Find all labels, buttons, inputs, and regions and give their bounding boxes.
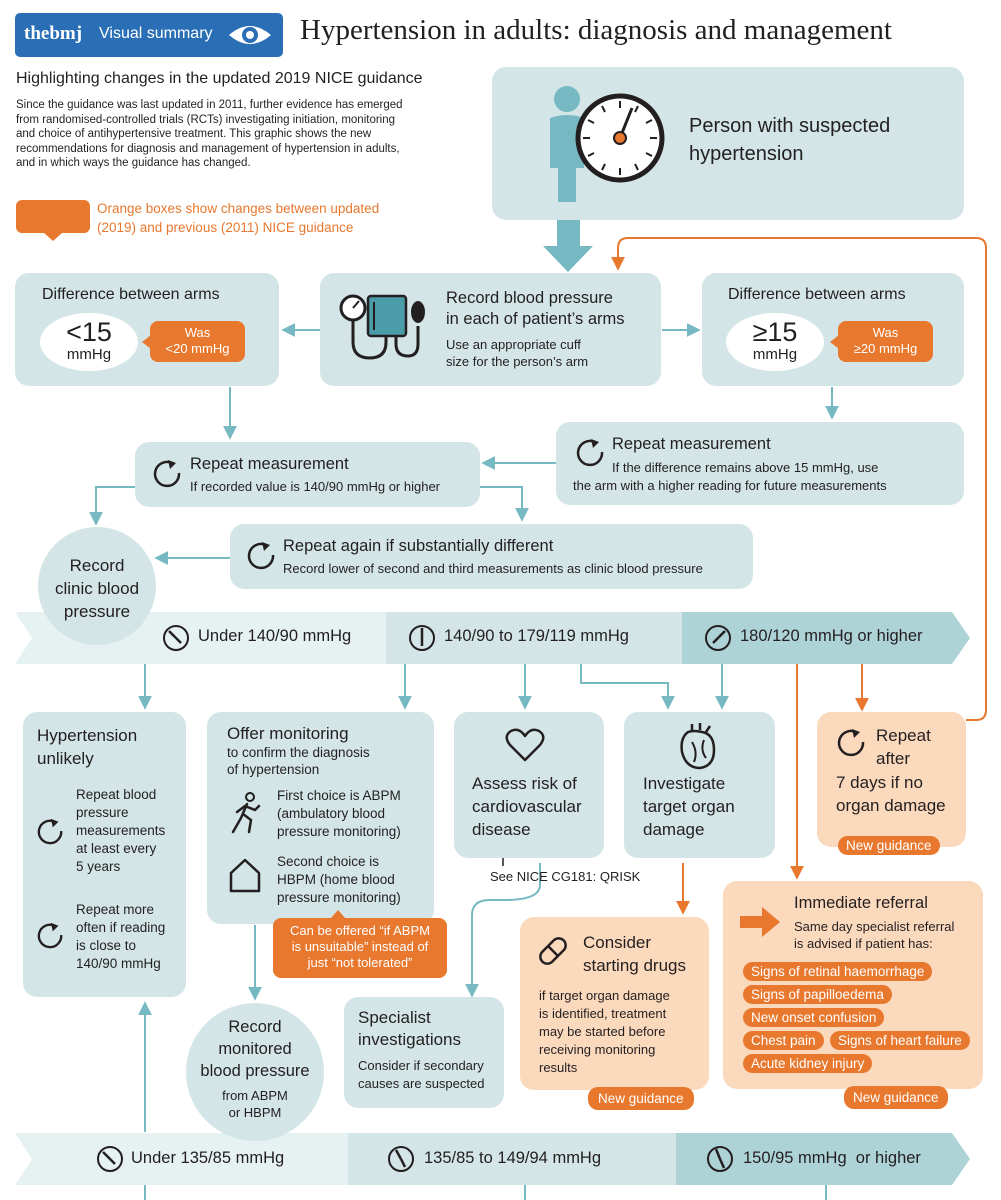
- repeat-icon: [152, 459, 182, 489]
- repeat-left-sub: If recorded value is 140/90 mmHg or higher: [190, 479, 441, 494]
- repeat7-line-4: organ damage: [836, 796, 946, 815]
- repeat7-line-2: after: [876, 749, 911, 768]
- record-bp-title: Record blood pressure in each of patient’s arms: [446, 289, 625, 328]
- band1-high: 180/120 mmHg or higher: [740, 627, 923, 645]
- person-label: Person with suspected hypertension: [689, 115, 891, 165]
- monitoring-sub: to confirm the diagnosis of hypertension: [227, 745, 370, 777]
- gauge-mid-icon: [387, 1145, 415, 1173]
- pill-capsule-icon: [534, 932, 572, 970]
- sign-heart-failure: Signs of heart failure: [830, 1031, 970, 1050]
- new-guidance-tag: New guidance: [588, 1087, 694, 1110]
- bp-cuff-icon: [336, 290, 428, 362]
- cvd-label: Assess risk of cardiovascular disease: [472, 774, 582, 839]
- specialist-sub: Consider if secondary causes are suspected: [358, 1058, 485, 1091]
- gauge-low-icon: [96, 1145, 124, 1173]
- referral-title: Immediate referral: [794, 894, 928, 912]
- gauge-high-icon: [704, 624, 732, 652]
- sign-new-onset-confusion: New onset confusion: [743, 1008, 884, 1027]
- heart-icon: [505, 727, 545, 763]
- band1-mid: 140/90 to 179/119 mmHg: [444, 627, 629, 645]
- repeat-icon: [36, 922, 64, 950]
- page-title: Hypertension in adults: diagnosis and management: [300, 14, 892, 46]
- diff-right-oval: [726, 313, 824, 371]
- repeat-left-title: Repeat measurement: [190, 455, 349, 473]
- legend-text: Orange boxes show changes between updated (2019) and previous (2011) NICE guidance: [97, 201, 380, 235]
- referral-sub: Same day specialist referral is advised if patient has:: [794, 919, 955, 951]
- organ-label: Investigate target organ damage: [643, 774, 735, 839]
- band2-mid: 135/85 to 149/94 mmHg: [424, 1149, 602, 1167]
- unlikely-item-2: Repeat more often if reading is close to 140/90 mmHg: [76, 902, 166, 971]
- band1-under: Under 140/90 mmHg: [198, 627, 352, 645]
- diff-right-badge-pointer: [830, 335, 839, 349]
- monitored-bp-circle: Record monitored blood pressure from ABPM or HBPM: [186, 1003, 324, 1141]
- cvd-see-reference: See NICE CG181: QRISK: [490, 869, 641, 884]
- band2-high: 150/95 mmHg or higher: [743, 1149, 921, 1167]
- repeat-left-box: [135, 442, 480, 507]
- monitoring-second-choice: Second choice is HBPM (home blood pressure monitoring): [277, 854, 401, 905]
- heart-organ-icon: [678, 722, 718, 770]
- unlikely-title: Hypertension unlikely: [37, 726, 138, 768]
- unlikely-item-1: Repeat blood pressure measurements at least every 5 years: [76, 787, 166, 874]
- sign-chest-pain: Chest pain: [743, 1031, 824, 1050]
- sign-retinal-haemorrhage: Signs of retinal haemorrhage: [743, 962, 932, 981]
- record-bp-sub: Use an appropriate cuff size for the person’s arm: [446, 337, 589, 369]
- repeat-icon: [246, 541, 276, 571]
- repeat7-line-3: 7 days if no: [836, 773, 923, 792]
- new-guidance-tag: New guidance: [844, 1086, 948, 1109]
- diff-left-badge-pointer: [142, 335, 151, 349]
- diff-right-value: ≥15: [752, 317, 798, 347]
- repeat-icon: [575, 438, 605, 468]
- diff-right-title: Difference between arms: [728, 286, 906, 303]
- monitoring-title: Offer monitoring: [227, 724, 349, 743]
- walking-person-icon: [229, 792, 263, 834]
- diff-right-unit: mmHg: [752, 346, 798, 363]
- monitoring-badge-pointer: [330, 910, 346, 919]
- repeat-again-title: Repeat again if substantially different: [283, 537, 554, 555]
- intro-subtitle: Highlighting changes in the updated 2019 NICE guidance: [16, 70, 423, 87]
- diff-left-oval: [40, 313, 138, 371]
- drugs-title: Consider starting drugs: [583, 933, 686, 975]
- diff-left-value: <15: [66, 317, 112, 347]
- sign-papilloedema: Signs of papilloedema: [743, 985, 892, 1004]
- specialist-title: Specialist investigations: [358, 1008, 462, 1049]
- gauge-mid-icon: [408, 624, 436, 652]
- monitoring-first-choice: First choice is ABPM (ambulatory blood pressure monitoring): [277, 788, 401, 839]
- repeat-again-box: [230, 524, 753, 589]
- clinic-bp-circle: Record clinic blood pressure: [38, 527, 156, 645]
- repeat7-line-1: Repeat: [876, 726, 931, 745]
- new-guidance-tag: New guidance: [838, 836, 940, 855]
- monitoring-change-badge: Can be offered “if ABPM is unsuitable” instead of just “not tolerated”: [273, 918, 447, 978]
- visual-summary-label: Visual summary: [99, 25, 213, 42]
- diff-right-was-badge: Was ≥20 mmHg: [838, 321, 933, 362]
- repeat-right-sub-1: If the difference remains above 15 mmHg, use: [612, 460, 879, 475]
- diff-left-title: Difference between arms: [42, 286, 220, 303]
- arrow-right-icon: [740, 907, 780, 937]
- repeat-right-title: Repeat measurement: [612, 435, 771, 453]
- diff-left-was-badge: Was <20 mmHg: [150, 321, 245, 362]
- repeat-icon: [36, 818, 64, 846]
- gauge-high-icon: [706, 1145, 734, 1173]
- repeat-icon: [836, 728, 866, 758]
- sign-acute-kidney-injury: Acute kidney injury: [743, 1054, 872, 1073]
- drugs-body: if target organ damage is identified, treatment may be started before receiving monitoring results: [539, 988, 670, 1075]
- diff-left-unit: mmHg: [66, 346, 112, 363]
- intro-text: Since the guidance was last updated in 2011, further evidence has emerged from randomised-controlled trials (RCTs) investigating initiation, monitoring and choice of antihypertensive treatment. This graphic shows the new recommendations for diagnosis and management of hypertension in adults, and in which ways the guidance has changed.: [16, 99, 403, 169]
- band2-under: Under 135/85 mmHg: [131, 1149, 285, 1167]
- person-clock-icon: [542, 86, 672, 206]
- repeat-again-sub: Record lower of second and third measurements as clinic blood pressure: [283, 561, 703, 576]
- bmj-logo: thebmj: [24, 23, 83, 44]
- repeat-right-sub-2: the arm with a higher reading for future measurements: [573, 478, 887, 493]
- house-icon: [228, 857, 262, 893]
- gauge-low-icon: [162, 624, 190, 652]
